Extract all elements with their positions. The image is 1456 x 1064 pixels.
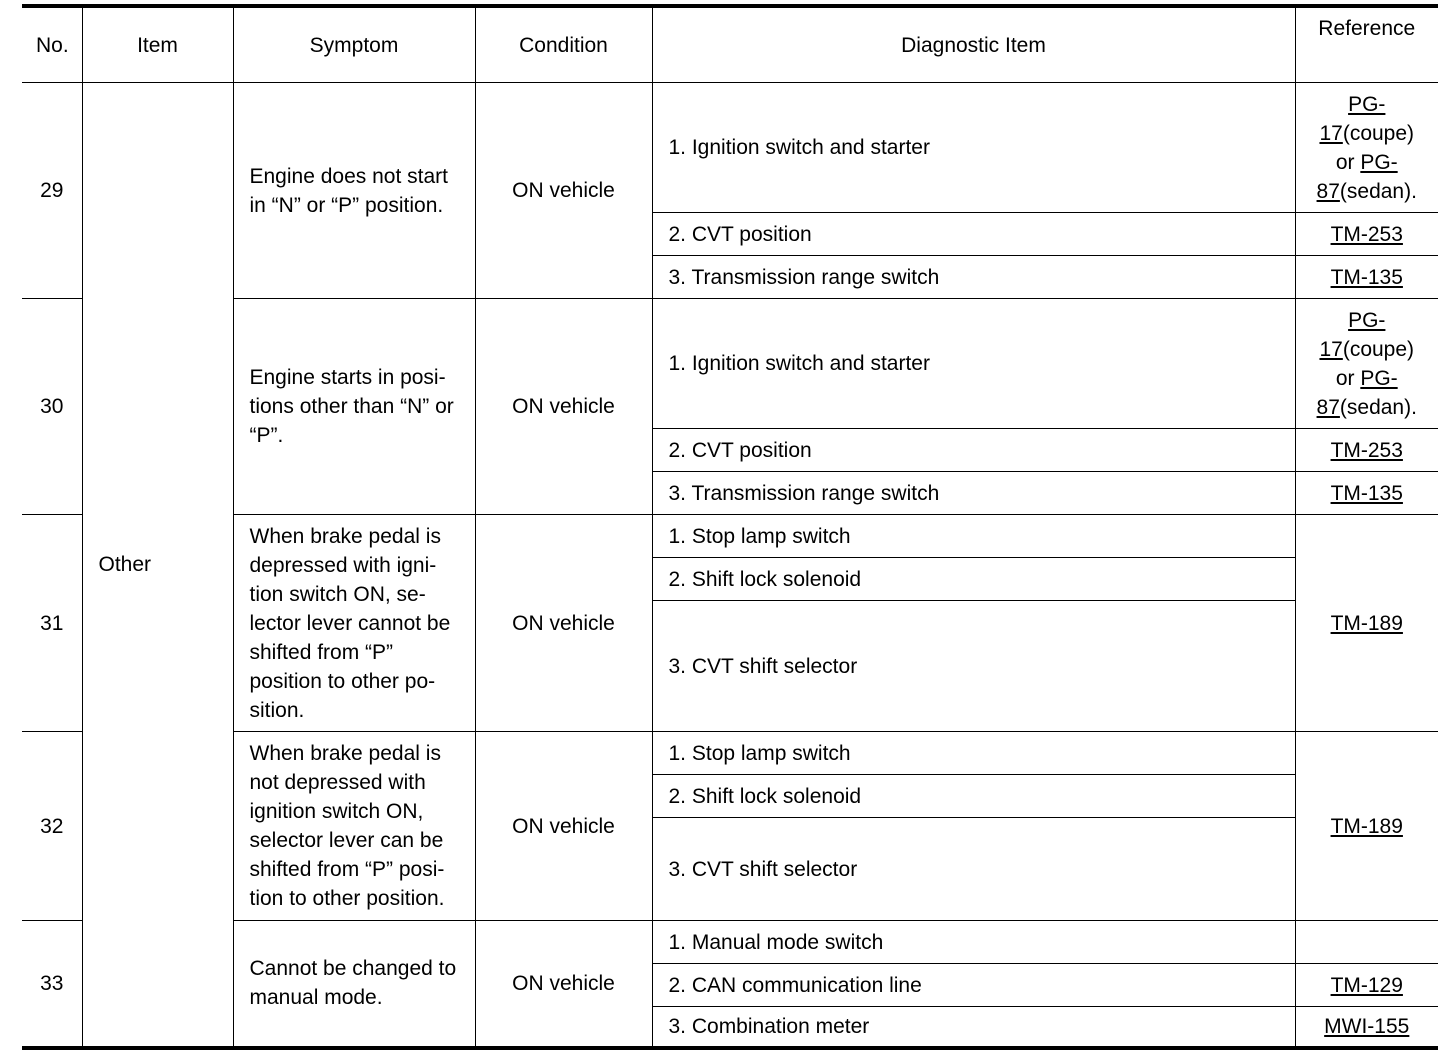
reference-cell (1295, 1007, 1438, 1048)
header-item: Item (82, 6, 233, 83)
table-row (22, 83, 1438, 213)
header-reference: Reference (1295, 6, 1438, 83)
reference-text: (sedan). (1339, 395, 1417, 419)
reference-cell (1295, 83, 1438, 213)
reference-link[interactable]: MWI-155 (1324, 1014, 1410, 1038)
symptom-cell: When brake pedal is not depressed with ignition switch ON, selector lever can be shifted from “P” posi-tion to other position. (233, 732, 475, 921)
diagnostic-item: 2. Shift lock solenoid (652, 775, 1295, 818)
header-no: No. (22, 6, 82, 83)
table-row (22, 515, 1438, 558)
condition-cell: ON vehicle (475, 515, 652, 732)
reference-link[interactable]: TM-129 (1330, 973, 1403, 997)
reference-cell (1295, 429, 1438, 472)
reference-cell (1295, 732, 1438, 921)
reference-link[interactable]: 87 (1316, 179, 1340, 203)
row-number: 32 (22, 732, 82, 921)
reference-link[interactable]: 17 (1319, 121, 1343, 145)
row-number: 30 (22, 299, 82, 515)
symptom-cell: Engine starts in posi-tions other than “N” or “P”. (233, 299, 475, 515)
row-number: 33 (22, 921, 82, 1048)
header-symptom: Symptom (233, 6, 475, 83)
reference-text: or (1335, 366, 1361, 390)
diagnostic-item: 2. CAN communication line (652, 964, 1295, 1007)
diagnostic-item: 3. Transmission range switch (652, 256, 1295, 299)
reference-link[interactable]: TM-253 (1330, 222, 1403, 246)
header-condition: Condition (475, 6, 652, 83)
condition-cell: ON vehicle (475, 732, 652, 921)
diagnostic-item: 2. Shift lock solenoid (652, 558, 1295, 601)
reference-cell (1295, 299, 1438, 429)
diagnostic-item: 1. Stop lamp switch (652, 515, 1295, 558)
diagnostic-item: 3. CVT shift selector (652, 818, 1295, 921)
item-group: Other (82, 83, 233, 1048)
reference-link[interactable]: 87 (1316, 395, 1340, 419)
header-diagnostic-item: Diagnostic Item (652, 6, 1295, 83)
reference-cell (1295, 472, 1438, 515)
condition-cell: ON vehicle (475, 83, 652, 299)
diagnostic-item: 3. CVT shift selector (652, 601, 1295, 732)
reference-link[interactable]: TM-253 (1330, 438, 1403, 462)
reference-text: (sedan). (1339, 179, 1417, 203)
diagnostic-item: 2. CVT position (652, 213, 1295, 256)
reference-cell (1295, 921, 1438, 964)
reference-cell (1295, 964, 1438, 1007)
reference-link[interactable]: TM-189 (1330, 611, 1403, 635)
reference-link[interactable]: 17 (1319, 337, 1343, 361)
diagnostic-item: 3. Combination meter (652, 1007, 1295, 1048)
reference-link[interactable]: PG- (1360, 366, 1398, 390)
symptom-cell: When brake pedal is depressed with igni-tion switch ON, se-lector lever cannot be shifted from “P” position to other po-sition. (233, 515, 475, 732)
diagnostic-item: 1. Ignition switch and starter (652, 83, 1295, 213)
reference-text: or (1335, 150, 1361, 174)
reference-cell (1295, 256, 1438, 299)
row-number: 31 (22, 515, 82, 732)
reference-link[interactable]: PG- (1348, 308, 1386, 332)
reference-link[interactable]: PG- (1348, 92, 1386, 116)
table-row (22, 921, 1438, 964)
diagnostic-item: 1. Stop lamp switch (652, 732, 1295, 775)
diagnostic-item: 1. Ignition switch and starter (652, 299, 1295, 429)
table-row (22, 299, 1438, 429)
condition-cell: ON vehicle (475, 299, 652, 515)
symptom-cell: Engine does not start in “N” or “P” position. (233, 83, 475, 299)
row-number: 29 (22, 83, 82, 299)
reference-cell (1295, 515, 1438, 732)
reference-link[interactable]: TM-135 (1330, 265, 1403, 289)
table-row (22, 732, 1438, 775)
reference-link[interactable]: TM-189 (1330, 814, 1403, 838)
symptom-cell: Cannot be changed to manual mode. (233, 921, 475, 1048)
condition-cell: ON vehicle (475, 921, 652, 1048)
reference-link[interactable]: TM-135 (1330, 481, 1403, 505)
reference-text: (coupe) (1342, 337, 1415, 361)
diagnostic-item: 1. Manual mode switch (652, 921, 1295, 964)
reference-link[interactable]: PG- (1360, 150, 1398, 174)
diagnostic-item: 3. Transmission range switch (652, 472, 1295, 515)
reference-text: (coupe) (1342, 121, 1415, 145)
reference-cell (1295, 213, 1438, 256)
diagnosis-table (22, 4, 1438, 1050)
diagnostic-item: 2. CVT position (652, 429, 1295, 472)
